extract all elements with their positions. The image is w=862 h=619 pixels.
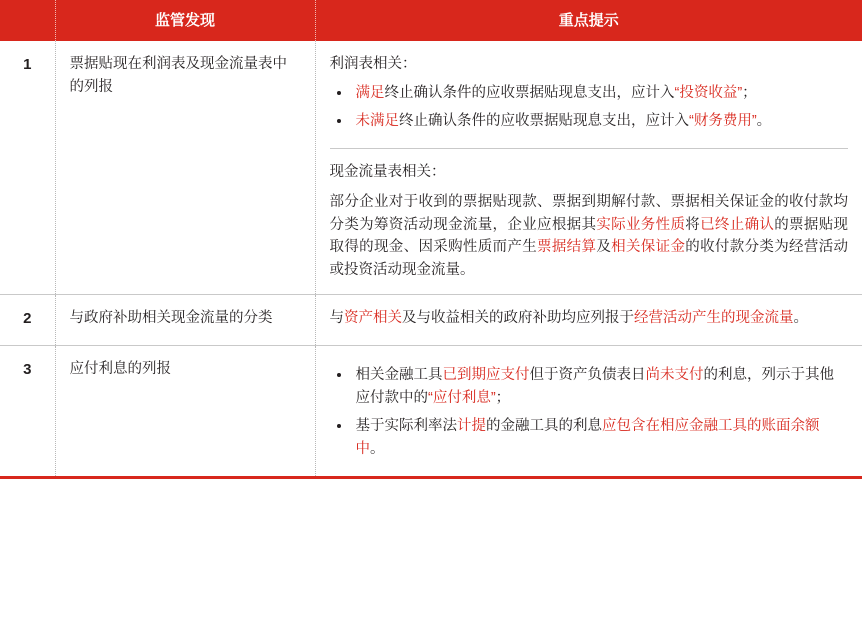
paragraph-segment-highlight: 资产相关 bbox=[344, 310, 402, 326]
paragraph-segment: 与 bbox=[329, 310, 344, 326]
list-item bbox=[352, 364, 849, 409]
paragraph-segment: 部分企业对于收到的票据贴现款、票据到期解付款、票据相关保证金的收付款均分类为筹资活动现金流量，企业应根据其 bbox=[329, 194, 848, 233]
note-lead: 现金流量表相关： bbox=[329, 163, 446, 180]
row-note bbox=[315, 346, 862, 478]
paragraph-segment-highlight: 相关保证金 bbox=[611, 239, 686, 256]
bullet-segment-highlight: “应付利息” bbox=[428, 389, 496, 406]
bullet-segment-highlight: 满足 bbox=[355, 84, 385, 101]
paragraph-segment: 及与收益相关的政府补助均应列报于 bbox=[402, 310, 634, 326]
bullet-segment: 基于实际利率法 bbox=[355, 418, 457, 435]
bullet-segment: 终止确认条件的应收票据贴现息支出，应计入 bbox=[384, 84, 675, 101]
bullet-segment: ； bbox=[742, 84, 757, 101]
paragraph-segment: 。 bbox=[793, 310, 808, 326]
list-item bbox=[352, 110, 849, 132]
row-number: 2 bbox=[0, 295, 55, 346]
bullet-segment-highlight: “财务费用” bbox=[689, 113, 757, 130]
table-row bbox=[0, 41, 862, 294]
bullet-segment-highlight: 尚未支付 bbox=[645, 367, 704, 384]
bullet-segment: ； bbox=[495, 389, 511, 406]
paragraph-segment: 的收付款分类为经营活动或投资活动现金流量。 bbox=[329, 239, 849, 278]
table-body bbox=[0, 41, 862, 478]
column-header-number bbox=[0, 0, 55, 41]
paragraph-segment: 的票据贴现取得的现金、因采购性质而产生 bbox=[329, 216, 849, 256]
bullet-segment-highlight: 未满足 bbox=[355, 113, 399, 130]
note-block-income-statement bbox=[330, 41, 849, 147]
paragraph-segment: 及 bbox=[596, 239, 612, 256]
table-row bbox=[0, 295, 862, 346]
table-row bbox=[0, 346, 862, 478]
row-note bbox=[315, 295, 862, 346]
bullet-segment: 的金融工具的利息 bbox=[486, 418, 602, 435]
note-bullet-list bbox=[330, 82, 849, 133]
column-header-note: 重点提示 bbox=[315, 0, 862, 41]
list-item bbox=[352, 415, 849, 460]
bullet-segment: 。 bbox=[370, 440, 385, 457]
paragraph-segment: 将 bbox=[685, 216, 701, 233]
bullet-segment: 相关金融工具 bbox=[355, 367, 443, 384]
paragraph-segment-highlight: 经营活动产生的现金流量 bbox=[634, 310, 794, 326]
bullet-segment: 。 bbox=[756, 113, 772, 130]
bullet-segment-highlight: “投资收益” bbox=[674, 84, 743, 101]
paragraph-segment-highlight: 票据结算 bbox=[537, 239, 597, 256]
bullet-segment: 但于资产负债表日 bbox=[529, 367, 646, 384]
row-number: 3 bbox=[0, 346, 55, 478]
table-header-row bbox=[0, 0, 862, 41]
column-header-finding: 监管发现 bbox=[55, 0, 315, 41]
bullet-segment: 的利息，列示于其他应付款中的 bbox=[355, 367, 834, 406]
note-paragraph bbox=[330, 191, 849, 281]
row-finding: 应付利息的列报 bbox=[55, 346, 315, 478]
row-finding: 票据贴现在利润表及现金流量表中的列报 bbox=[55, 41, 315, 294]
paragraph-segment-highlight: 实际业务性质 bbox=[596, 216, 686, 233]
list-item bbox=[352, 82, 849, 104]
row-note bbox=[315, 41, 862, 294]
bullet-segment-highlight: 已到期应支付 bbox=[442, 367, 530, 384]
bullet-segment: 终止确认条件的应收票据贴现息支出，应计入 bbox=[399, 113, 689, 130]
bullet-segment-highlight: 应包含在相应金融工具的账面余额中 bbox=[355, 418, 820, 457]
note-paragraph bbox=[330, 307, 849, 329]
note-block-cash-flow bbox=[330, 148, 849, 294]
row-finding: 与政府补助相关现金流量的分类 bbox=[55, 295, 315, 346]
table-header bbox=[0, 0, 862, 41]
bullet-segment-highlight: 计提 bbox=[457, 418, 486, 435]
note-lead: 利润表相关： bbox=[329, 56, 417, 73]
note-bullet-list bbox=[330, 364, 849, 460]
paragraph-segment-highlight: 已终止确认 bbox=[700, 216, 775, 233]
row-number: 1 bbox=[0, 41, 55, 294]
